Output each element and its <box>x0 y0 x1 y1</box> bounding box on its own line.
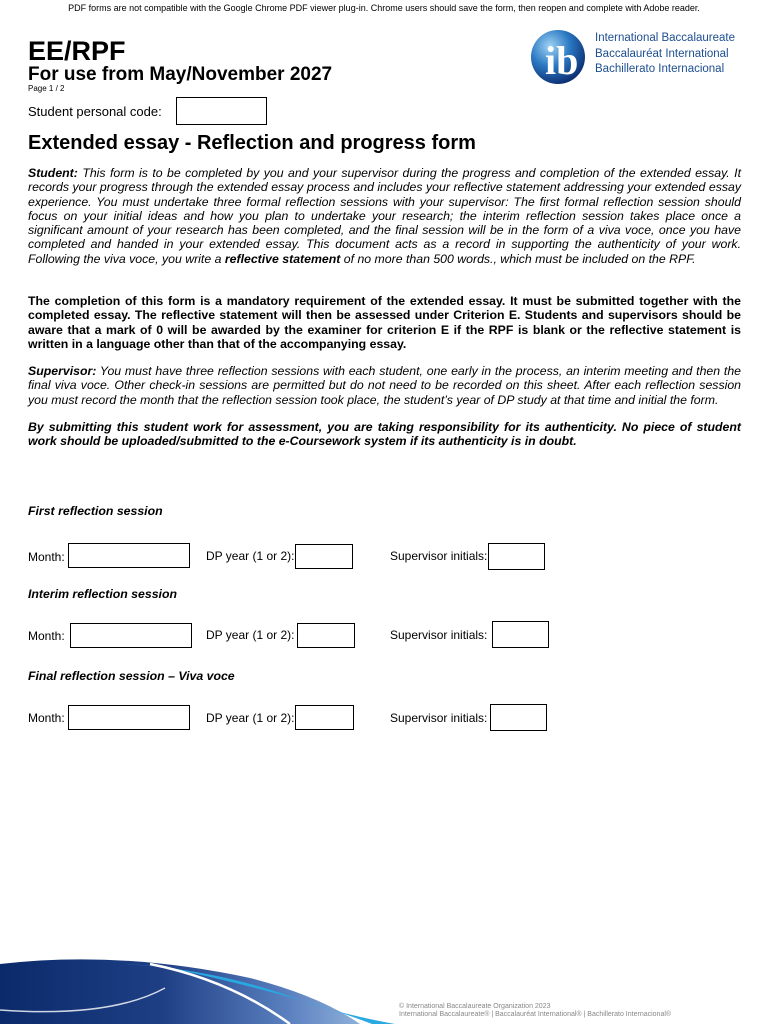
form-code: EE/RPF <box>28 36 126 66</box>
mandatory-paragraph: The completion of this form is a mandatory requirement of the extended essay. It must be submitted together with the completed essay. The reflective statement will then be assessed under Criterion E. Students and supervisors should be aware that a mark of 0 will be awarded by the examiner for criterion E if the RPF is blank or the reflective statement is written in a language other than that of the accompanying essay. <box>28 294 741 351</box>
supervisor-initials-label: Supervisor initials: <box>390 549 488 563</box>
session-title: Final reflection session – Viva voce <box>28 669 235 683</box>
use-from: For use from May/November 2027 <box>28 64 333 85</box>
dp-year-label: DP year (1 or 2): <box>206 711 295 725</box>
dp-year-label: DP year (1 or 2): <box>206 549 295 563</box>
session-title: First reflection session <box>28 504 163 518</box>
dp-year-input[interactable] <box>295 705 354 730</box>
logo-line: Bachillerato Internacional <box>595 63 725 75</box>
form-title: Extended essay - Reflection and progress form <box>28 132 476 154</box>
student-lead: Student: <box>28 166 78 180</box>
supervisor-lead: Supervisor: <box>28 364 97 378</box>
month-label: Month: <box>28 550 65 564</box>
supervisor-text: You must have three reflection sessions with each student, one early in the process, an interim meeting and then the final viva voce. Other check-in sessions are permitted but do not need to be recorded on this sheet. After each reflection session you must record the month that the reflection session took place, the student’s year of DP study at that time and initial the form. <box>28 364 741 407</box>
copyright-line: © International Baccalaureate Organization 2023 <box>399 1003 551 1010</box>
authenticity-paragraph: By submitting this student work for assessment, you are taking responsibility for its authenticity. No piece of student work should be uploaded/submitted to the e-Coursework system if its authenticity is in doubt. <box>28 420 741 449</box>
reflective-statement-term: reflective statement <box>224 251 341 266</box>
supervisor-initials-label: Supervisor initials: <box>390 628 488 642</box>
ib-globe-icon <box>528 28 588 86</box>
ib-logo <box>528 28 748 86</box>
student-code-label: Student personal code: <box>28 104 162 119</box>
dp-year-input[interactable] <box>295 544 353 569</box>
student-text-end: of no more than 500 words., which must be included on the RPF. <box>340 251 696 266</box>
month-label: Month: <box>28 711 65 725</box>
logo-line: Baccalauréat International <box>595 47 729 60</box>
supervisor-initials-input[interactable] <box>492 621 549 648</box>
supervisor-initials-input[interactable] <box>488 543 545 570</box>
session-title: Interim reflection session <box>28 587 177 601</box>
supervisor-initials-label: Supervisor initials: <box>390 711 488 725</box>
month-input[interactable] <box>70 623 192 648</box>
svg-text:ib: ib <box>545 38 579 83</box>
footer-swoosh-graphic <box>0 940 420 1024</box>
supervisor-initials-input[interactable] <box>490 704 547 731</box>
chrome-notice: PDF forms are not compatible with the Google Chrome PDF viewer plug-in. Chrome users should save the form, then reopen and complete with Adobe reader. <box>68 3 700 13</box>
month-label: Month: <box>28 629 65 643</box>
student-paragraph <box>28 166 741 266</box>
month-input[interactable] <box>68 705 190 730</box>
student-text: This form is to be completed by you and your supervisor during the progress and completion of the extended essay. It records your progress through the extended essay process and includes your reflective statement addressing your extended essay experience. You must undertake three formal reflection sessions with your supervisor: The first formal reflection session should focus on your initial ideas and how you plan to undertake your research; the interim reflection session takes place once a significant amount of your research has been completed, and the final session will be in the form of a viva voce, once you have completed and handed in your extended essay. This document acts as a record in supporting the authenticity of your work. Following the viva voce, you write a <box>28 166 741 266</box>
footer-copyright <box>399 1003 671 1019</box>
dp-year-label: DP year (1 or 2): <box>206 628 295 642</box>
trademark-line: International Baccalaureate® | Baccalauréat International® | Bachillerato Internacional® <box>399 1011 672 1018</box>
logo-line: International Baccalaureate <box>595 32 736 44</box>
supervisor-paragraph <box>28 364 741 407</box>
page-number: Page 1 / 2 <box>28 84 65 93</box>
dp-year-input[interactable] <box>297 623 355 648</box>
month-input[interactable] <box>68 543 190 568</box>
student-code-input[interactable] <box>176 97 267 125</box>
